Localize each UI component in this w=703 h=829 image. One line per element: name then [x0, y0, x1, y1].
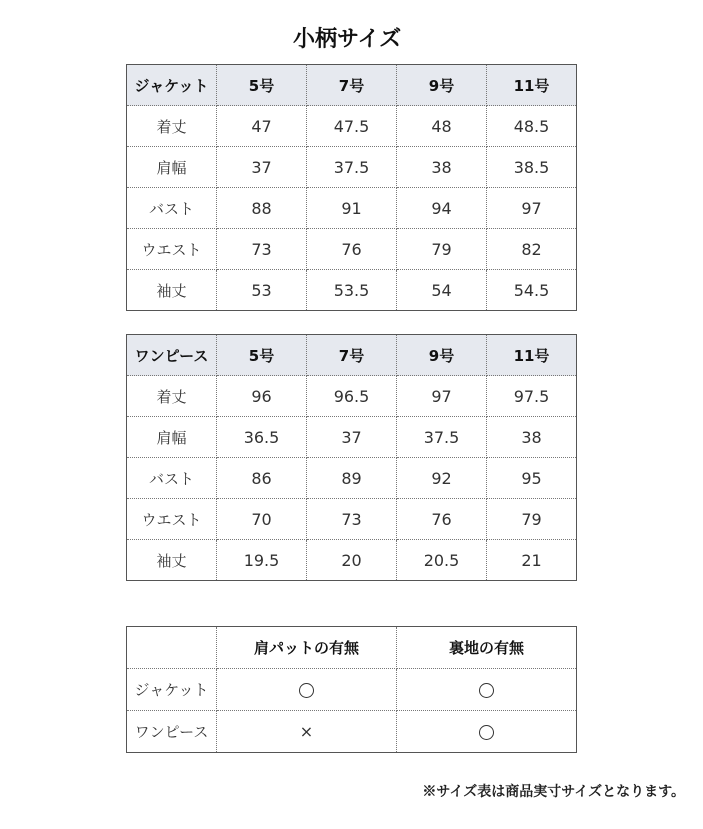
table-cell: 97: [487, 188, 577, 229]
circle-icon: [299, 683, 314, 698]
cross-mark: ×: [299, 722, 314, 741]
table-header-cell: 5号: [217, 65, 307, 106]
table-row: [127, 229, 577, 270]
table-cell: 36.5: [217, 417, 307, 458]
table-header-cell: ワンピース: [127, 335, 217, 376]
table-cell: 92: [397, 458, 487, 499]
table-cell: 97.5: [487, 376, 577, 417]
table-row: [127, 147, 577, 188]
table-header-cell: 肩パットの有無: [217, 627, 397, 669]
row-label: 袖丈: [127, 270, 217, 311]
table-row: [127, 499, 577, 540]
table-cell: 96.5: [307, 376, 397, 417]
table-row: [127, 106, 577, 147]
table-cell: 20.5: [397, 540, 487, 581]
table-header-cell: ジャケット: [127, 65, 217, 106]
table-cell: 79: [487, 499, 577, 540]
row-label: ジャケット: [127, 669, 217, 711]
table-cell: 37.5: [307, 147, 397, 188]
table-cell: 97: [397, 376, 487, 417]
row-label: ワンピース: [127, 711, 217, 753]
table-cell: 86: [217, 458, 307, 499]
table-cell: 19.5: [217, 540, 307, 581]
table-cell: 37: [307, 417, 397, 458]
table-row: [127, 188, 577, 229]
table-cell: 91: [307, 188, 397, 229]
dress-size-table: [126, 334, 577, 581]
table-row: [127, 458, 577, 499]
table-cell: 82: [487, 229, 577, 270]
table-cell: 20: [307, 540, 397, 581]
row-label: 着丈: [127, 376, 217, 417]
table-header-row: [127, 335, 577, 376]
table-row: [127, 711, 577, 753]
table-cell: [217, 669, 397, 711]
table-header-cell: [127, 627, 217, 669]
table-cell: 21: [487, 540, 577, 581]
table-header-cell: 7号: [307, 335, 397, 376]
table-cell: 37: [217, 147, 307, 188]
table-header-cell: 9号: [397, 65, 487, 106]
table-cell: 76: [397, 499, 487, 540]
table-cell: 54: [397, 270, 487, 311]
row-label: バスト: [127, 458, 217, 499]
jacket-size-table: [126, 64, 577, 311]
table-cell: 70: [217, 499, 307, 540]
row-label: 肩幅: [127, 417, 217, 458]
table-row: [127, 540, 577, 581]
row-label: 着丈: [127, 106, 217, 147]
table-cell: 53.5: [307, 270, 397, 311]
table-header-row: [127, 65, 577, 106]
table-cell: 48.5: [487, 106, 577, 147]
table-cell: [397, 711, 577, 753]
table-cell: 73: [307, 499, 397, 540]
page-title: 小柄サイズ: [293, 27, 402, 52]
options-table: [126, 626, 577, 753]
row-label: ウエスト: [127, 499, 217, 540]
table-row: [127, 669, 577, 711]
table-header-row: [127, 627, 577, 669]
table-cell: 79: [397, 229, 487, 270]
row-label: ウエスト: [127, 229, 217, 270]
table-cell: 73: [217, 229, 307, 270]
table-cell: [397, 669, 577, 711]
table-cell: 96: [217, 376, 307, 417]
table-cell: [217, 711, 397, 753]
table-cell: 47.5: [307, 106, 397, 147]
table-cell: 95: [487, 458, 577, 499]
row-label: 袖丈: [127, 540, 217, 581]
table-cell: 38: [397, 147, 487, 188]
row-label: バスト: [127, 188, 217, 229]
table-cell: 88: [217, 188, 307, 229]
table-cell: 53: [217, 270, 307, 311]
circle-icon: [479, 725, 494, 740]
table-header-cell: 9号: [397, 335, 487, 376]
table-cell: 38: [487, 417, 577, 458]
table-cell: 94: [397, 188, 487, 229]
size-note: ※サイズ表は商品実寸サイズとなります。: [422, 784, 685, 800]
row-label: 肩幅: [127, 147, 217, 188]
table-header-cell: 11号: [487, 65, 577, 106]
circle-icon: [479, 683, 494, 698]
table-cell: 37.5: [397, 417, 487, 458]
table-row: [127, 270, 577, 311]
table-header-cell: 7号: [307, 65, 397, 106]
table-cell: 48: [397, 106, 487, 147]
table-header-cell: 11号: [487, 335, 577, 376]
table-header-cell: 裏地の有無: [397, 627, 577, 669]
table-cell: 89: [307, 458, 397, 499]
table-cell: 47: [217, 106, 307, 147]
table-row: [127, 376, 577, 417]
table-header-cell: 5号: [217, 335, 307, 376]
table-cell: 38.5: [487, 147, 577, 188]
table-row: [127, 417, 577, 458]
table-cell: 76: [307, 229, 397, 270]
table-cell: 54.5: [487, 270, 577, 311]
